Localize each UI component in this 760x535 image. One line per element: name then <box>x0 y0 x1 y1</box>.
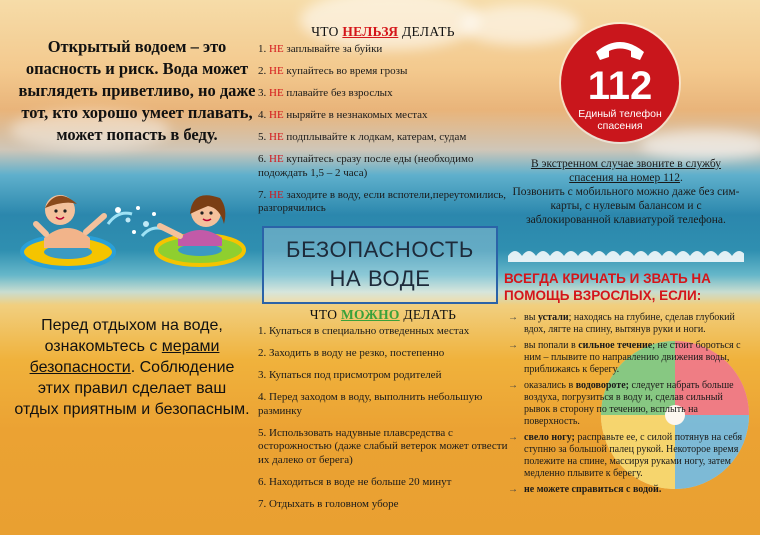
arrow-icon: → <box>508 380 518 391</box>
boy-on-ring <box>22 195 114 268</box>
list-item: 1. НЕ заплывайте за буйки <box>258 43 383 55</box>
arrow-icon: → <box>508 340 518 351</box>
emergency-info: В экстренном случае звоните в службу спасения на номер 112. Позвонить с мобильного можно даже без сим-карты, с нулевым балансом и с заблокированной клавиатурой телефона. <box>512 158 740 226</box>
list-item: → оказались в водовороте; следует набрать больше воздуха, погрузиться в воду и, сделав сильный рывок в сторону по течению, всплыть на поверхность. <box>508 380 734 427</box>
kids-swimming-illustration <box>10 180 255 290</box>
forbidden-heading: ЧТО НЕЛЬЗЯ ДЕЛАТЬ <box>311 24 455 39</box>
arrow-icon: → <box>508 312 518 323</box>
list-item: 7. НЕ заходите в воду, если вспотели,переутомились, разгорячились <box>258 188 507 214</box>
list-item: → свело ногу; расправьте ее, с силой потянув на себя ступню за большой палец рукой. Некоторое время полежите на спине, массируя руками ногу, затем медленно плывите к берегу. <box>508 432 743 479</box>
list-item: 2. Заходить в воду не резко, постепенно <box>258 347 445 359</box>
cloud <box>640 130 760 160</box>
list-item: → вы устали; находясь на глубине, сделав глубокий вдох, лягте на спину, вытянув руки и ноги. <box>508 312 735 335</box>
allowed-heading: ЧТО МОЖНО ДЕЛАТЬ <box>309 307 457 322</box>
list-item: 1. Купаться в специально отведенных местах <box>258 325 470 337</box>
water-splash <box>108 206 166 236</box>
badge-caption: Единый телефон спасения <box>578 108 662 132</box>
arrow-icon: → <box>508 484 518 495</box>
help-conditions-list <box>508 312 748 500</box>
list-item: 5. Использовать надувные плавсредства с осторожностью (даже слабый ветерок может отвести их далеко от берега) <box>258 426 508 466</box>
list-item: → не можете справиться с водой. <box>508 484 662 495</box>
list-item: 6. Находиться в воде не больше 20 минут <box>258 475 452 488</box>
list-item: 4. НЕ ныряйте в незнакомых местах <box>258 109 428 121</box>
arrow-icon: → <box>508 432 518 443</box>
list-item: 2. НЕ купайтесь во время грозы <box>258 65 408 77</box>
allowed-list <box>258 325 510 520</box>
forbidden-list <box>258 43 510 224</box>
list-item: 7. Отдыхать в головном уборе <box>258 497 399 510</box>
list-item: 3. НЕ плавайте без взрослых <box>258 87 393 99</box>
before-rest-text: Перед отдыхом на воде, ознакомьтесь с мерами безопасности. Соблюдение этих правил сделает ваш отдых приятным и безопасным. <box>14 317 250 418</box>
emergency-number: 112 <box>587 64 653 108</box>
poster-title: БЕЗОПАСНОСТЬ НА ВОДЕ <box>262 226 498 304</box>
safety-measures-link[interactable]: мерами безопасности <box>29 338 220 376</box>
girl-on-ring <box>156 195 244 265</box>
list-item: 4. Перед заходом в воду, выполнить небольшую разминку <box>258 391 483 417</box>
list-item: → вы попали в сильное течение; не стоит бороться с ним – плывите по направлению движения воды, приближаясь к берегу. <box>508 340 741 375</box>
intro-text: Открытый водоем – это опасность и риск. Вода может выглядеть приветливо, но даже тот, кто хорошо умеет плавать, может попасть в беду. <box>18 37 256 144</box>
list-item: 6. НЕ купайтесь сразу после еды (необходимо подождать 1,5 – 2 часа) <box>258 153 474 179</box>
list-item: 5. НЕ подплывайте к лодкам, катерам, судам <box>258 131 467 143</box>
list-item: 3. Купаться под присмотром родителей <box>258 369 442 381</box>
wave-divider <box>508 246 744 262</box>
phone-icon <box>593 38 647 66</box>
call-for-help-heading: ВСЕГДА КРИЧАТЬ И ЗВАТЬ НА ПОМОЩЬ ВЗРОСЛЫХ, ЕСЛИ: <box>504 271 711 303</box>
emergency-112-badge <box>561 24 679 142</box>
